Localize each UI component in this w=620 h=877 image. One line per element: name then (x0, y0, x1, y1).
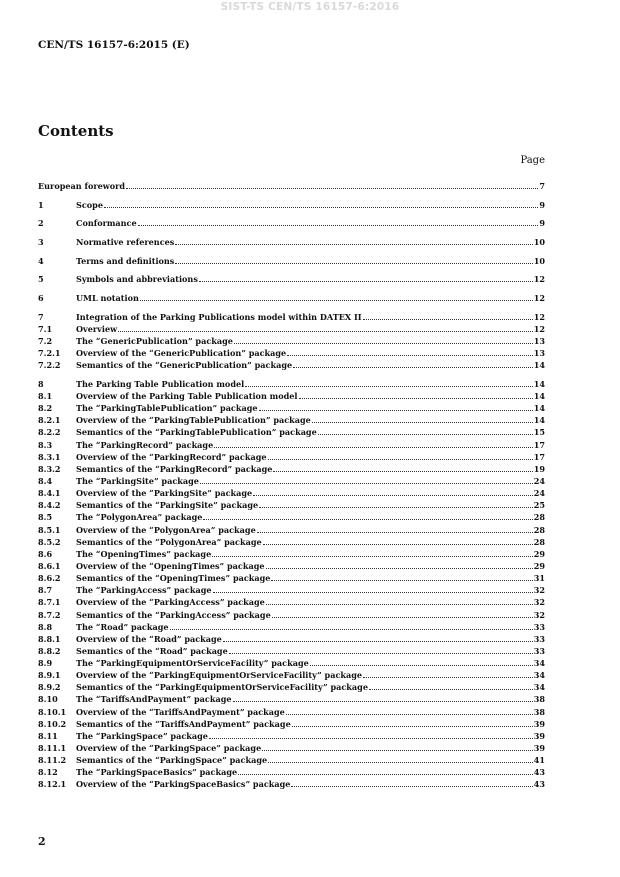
toc-dot-leader (138, 224, 539, 226)
toc-entry-number: 1 (38, 199, 44, 210)
toc-entry-title: Semantics of the “ParkingSpace” package (76, 755, 268, 766)
toc-entry-page: 25 (533, 500, 545, 511)
toc-entry[interactable] (38, 438, 545, 450)
toc-dot-leader (271, 579, 532, 581)
toc-entry-number: 8.9.1 (38, 670, 61, 681)
toc-entry[interactable] (38, 693, 545, 705)
toc-entry[interactable] (38, 596, 545, 608)
toc-entry-page: 32 (533, 585, 545, 596)
toc-entry-number: 8.8 (38, 621, 53, 632)
toc-entry[interactable] (38, 523, 545, 535)
toc-entry-title: The “ParkingEquipmentOrServiceFacility” package (76, 658, 309, 669)
toc-entry-page: 41 (533, 755, 545, 766)
toc-entry-number: 8.3.1 (38, 451, 61, 462)
toc-entry-number: 8.2 (38, 403, 53, 414)
toc-dot-leader (126, 187, 538, 189)
toc-dot-leader (299, 397, 533, 399)
toc-entry-number: 8.3 (38, 439, 53, 450)
toc-entry[interactable] (38, 402, 545, 414)
toc-entry-number: 8.10.2 (38, 718, 67, 729)
toc-entry-title: Overview of the “ParkingSite” package (76, 488, 253, 499)
toc-entry-title: Overview of the “OpeningTimes” package (76, 560, 265, 571)
toc-entry[interactable] (38, 669, 545, 681)
toc-entry-number: 8.6.1 (38, 560, 61, 571)
toc-entry-number: 5 (38, 274, 44, 285)
toc-entry-title: The “Road” package (76, 621, 169, 632)
watermark: SIST-TS CEN/TS 16157-6:2016 (220, 1, 400, 13)
toc-entry-number: 6 (38, 292, 44, 303)
toc-entry-page: 12 (533, 274, 545, 285)
toc-entry[interactable] (38, 335, 545, 347)
toc-dot-leader (266, 567, 533, 569)
toc-entry-number: 8.11.1 (38, 743, 67, 754)
toc-dot-leader (292, 725, 533, 727)
toc-entry-title: The “OpeningTimes” package (76, 548, 212, 559)
toc-entry-page: 17 (533, 439, 545, 450)
toc-entry-page: 43 (533, 767, 545, 778)
toc-entry-title: Overview of the “TariffsAndPayment” package (76, 706, 285, 717)
toc-dot-leader (199, 280, 533, 282)
toc-entry-number: 7 (38, 311, 44, 322)
toc-entry[interactable] (38, 778, 545, 790)
toc-dot-leader (266, 603, 533, 605)
toc-entry-number: 8.5 (38, 512, 53, 523)
toc-entry[interactable] (38, 608, 545, 620)
toc-entry-number: 3 (38, 237, 44, 248)
toc-entry-number: 8.5.1 (38, 524, 61, 535)
toc-entry-page: 43 (533, 779, 545, 790)
toc-dot-leader (175, 243, 532, 245)
toc-entry-number: 8.10.1 (38, 706, 67, 717)
toc-entry-title: Overview of the Parking Table Publication model (76, 390, 298, 401)
toc-dot-leader (229, 652, 533, 654)
toc-entry-title: Overview of the “Road” package (76, 633, 222, 644)
toc-entry[interactable] (38, 511, 545, 523)
toc-entry-number: 8.10 (38, 694, 58, 705)
toc-entry-page: 33 (533, 621, 545, 632)
toc-entry-page: 9 (539, 199, 545, 210)
toc-entry-page: 24 (533, 488, 545, 499)
toc-entry-page: 29 (533, 560, 545, 571)
toc-entry[interactable] (38, 273, 545, 285)
toc-dot-leader (253, 494, 533, 496)
toc-entry[interactable] (38, 572, 545, 584)
toc-entry-title: Terms and definitions (76, 255, 175, 266)
toc-entry-title: Overview of the “ParkingSpaceBasics” package (76, 779, 291, 790)
toc-dot-leader (203, 518, 532, 520)
toc-entry-page: 39 (533, 730, 545, 741)
toc-entry-title: Semantics of the “ParkingSite” package (76, 500, 259, 511)
toc-entry-page: 33 (533, 645, 545, 656)
toc-entry[interactable] (38, 359, 545, 371)
toc-entry-title: Semantics of the “OpeningTimes” package (76, 573, 271, 584)
toc-entry-title: Overview of the “GenericPublication” package (76, 348, 287, 359)
toc-entry-title: The Parking Table Publication model (76, 378, 245, 389)
toc-entry-number: 8.3.2 (38, 463, 61, 474)
toc-entry-page: 28 (533, 524, 545, 535)
toc-dot-leader (200, 482, 533, 484)
document-id: CEN/TS 16157-6:2015 (E) (38, 39, 190, 51)
toc-entry-page: 15 (533, 427, 545, 438)
toc-entry-page: 12 (533, 323, 545, 334)
toc-entry-page: 17 (533, 451, 545, 462)
toc-entry[interactable] (38, 499, 545, 511)
toc-entry-title: Semantics of the “ParkingTablePublication” package (76, 427, 317, 438)
toc-entry-title: Overview of the “ParkingEquipmentOrServiceFacility” package (76, 670, 363, 681)
toc-entry[interactable] (38, 657, 545, 669)
toc-dot-leader (363, 676, 533, 678)
toc-entry-page: 39 (533, 718, 545, 729)
toc-entry[interactable] (38, 236, 545, 248)
toc-entry-page: 38 (533, 694, 545, 705)
toc-entry-number: 8.4 (38, 475, 53, 486)
toc-entry[interactable] (38, 463, 545, 475)
toc-entry-page: 14 (533, 390, 545, 401)
toc-dot-leader (318, 433, 533, 435)
toc-dot-leader (310, 664, 533, 666)
toc-entry-title: Normative references (76, 237, 175, 248)
toc-entry[interactable] (38, 681, 545, 693)
toc-entry[interactable] (38, 645, 545, 657)
toc-dot-leader (268, 458, 533, 460)
toc-entry-page: 14 (533, 360, 545, 371)
toc-dot-leader (170, 628, 533, 630)
toc-entry-title: Integration of the Parking Publications model within DATEX II (76, 311, 362, 322)
toc-entry[interactable] (38, 199, 545, 211)
toc-dot-leader (213, 591, 533, 593)
toc-entry-page: 7 (539, 181, 545, 192)
toc-dot-leader (245, 385, 533, 387)
toc-dot-leader (286, 713, 533, 715)
toc-entry-title: The “GenericPublication” package (76, 335, 233, 346)
toc-entry-title: The “ParkingAccess” package (76, 585, 212, 596)
toc-entry-page: 28 (533, 536, 545, 547)
toc-entry-page: 34 (533, 670, 545, 681)
toc-entry-number: 8.11.2 (38, 755, 67, 766)
toc-entry[interactable] (38, 217, 545, 229)
toc-entry-number: 8.7.2 (38, 609, 61, 620)
toc-entry-page: 32 (533, 609, 545, 620)
toc-dot-leader (312, 421, 533, 423)
toc-entry-number: 4 (38, 255, 44, 266)
toc-dot-leader (369, 688, 533, 690)
toc-dot-leader (140, 299, 533, 301)
toc-entry-number: 8.11 (38, 730, 58, 741)
toc-entry-number: 2 (38, 218, 44, 229)
toc-entry-page: 12 (533, 311, 545, 322)
toc-entry-title: Overview of the “PolygonArea” package (76, 524, 256, 535)
toc-entry-page: 33 (533, 633, 545, 644)
toc-dot-leader (273, 470, 532, 472)
toc-dot-leader (262, 749, 533, 751)
toc-dot-leader (118, 330, 533, 332)
toc-entry-title: Overview of the “ParkingTablePublication” package (76, 415, 311, 426)
toc-dot-leader (291, 785, 532, 787)
toc-entry-page: 24 (533, 475, 545, 486)
toc-entry-title: Semantics of the “ParkingRecord” package (76, 463, 273, 474)
toc-entry-number: 8.6.2 (38, 573, 61, 584)
page-number: 2 (38, 835, 46, 848)
toc-entry-page: 34 (533, 658, 545, 669)
toc-entry-page: 39 (533, 743, 545, 754)
toc-entry[interactable] (38, 536, 545, 548)
toc-dot-leader (233, 700, 533, 702)
toc-entry-title: Semantics of the “TariffsAndPayment” package (76, 718, 291, 729)
toc-entry-number: 7.2 (38, 335, 53, 346)
page-column-label: Page (520, 155, 545, 166)
toc-entry-title: UML notation (76, 292, 139, 303)
toc-entry-page: 10 (533, 237, 545, 248)
toc-dot-leader (175, 262, 532, 264)
toc-entry-title: Symbols and abbreviations (76, 274, 198, 285)
toc-entry-page: 14 (533, 415, 545, 426)
toc-entry-title: The “ParkingTablePublication” package (76, 403, 258, 414)
toc-dot-leader (234, 342, 533, 344)
toc-dot-leader (363, 318, 533, 320)
toc-entry[interactable] (38, 426, 545, 438)
toc-entry[interactable] (38, 347, 545, 359)
toc-entry[interactable] (38, 766, 545, 778)
toc-entry-title: Semantics of the “ParkingEquipmentOrServiceFacility” package (76, 682, 368, 693)
toc-entry-number: 7.2.1 (38, 348, 61, 359)
toc-dot-leader (293, 366, 533, 368)
contents-title: Contents (38, 122, 114, 140)
toc-entry-title: Semantics of the “GenericPublication” package (76, 360, 293, 371)
toc-entry-number: 8 (38, 378, 44, 389)
toc-entry-title: The “ParkingRecord” package (76, 439, 214, 450)
toc-entry-number: 8.4.2 (38, 500, 61, 511)
toc-entry-number: 8.2.1 (38, 415, 61, 426)
toc-entry-title: Overview (76, 323, 118, 334)
toc-entry-page: 31 (533, 573, 545, 584)
toc-entry[interactable] (38, 742, 545, 754)
toc-entry[interactable] (38, 390, 545, 402)
toc-entry-page: 9 (539, 218, 545, 229)
toc-entry-page: 19 (533, 463, 545, 474)
toc-entry-number: 7.1 (38, 323, 53, 334)
toc-entry[interactable] (38, 310, 545, 322)
toc-entry-number: 8.6 (38, 548, 53, 559)
toc-entry[interactable] (38, 633, 545, 645)
table-of-contents (38, 180, 545, 790)
toc-entry-page: 32 (533, 597, 545, 608)
toc-entry-number: 8.5.2 (38, 536, 61, 547)
toc-entry[interactable] (38, 180, 545, 192)
toc-entry-page: 14 (533, 378, 545, 389)
toc-dot-leader (287, 354, 533, 356)
toc-entry-number: 8.8.1 (38, 633, 61, 644)
toc-entry-title: Semantics of the “PolygonArea” package (76, 536, 262, 547)
toc-dot-leader (214, 446, 533, 448)
toc-entry-title: The “ParkingSpace” package (76, 730, 208, 741)
toc-entry-title: Semantics of the “ParkingAccess” package (76, 609, 271, 620)
toc-entry-title: The “TariffsAndPayment” package (76, 694, 232, 705)
toc-entry-title: Overview of the “ParkingAccess” package (76, 597, 265, 608)
toc-entry-title: Overview of the “ParkingSpace” package (76, 743, 262, 754)
toc-entry[interactable] (38, 255, 545, 267)
toc-entry[interactable] (38, 718, 545, 730)
toc-entry-page: 38 (533, 706, 545, 717)
toc-dot-leader (238, 773, 533, 775)
toc-entry-title: Conformance (76, 218, 137, 229)
toc-entry-page: 14 (533, 403, 545, 414)
toc-entry[interactable] (38, 378, 545, 390)
toc-entry-number: 8.1 (38, 390, 53, 401)
toc-entry[interactable] (38, 451, 545, 463)
toc-entry[interactable] (38, 705, 545, 717)
toc-entry-number: 8.7.1 (38, 597, 61, 608)
toc-entry-title: The “ParkingSite” package (76, 475, 199, 486)
toc-entry-title: The “ParkingSpaceBasics” package (76, 767, 238, 778)
toc-entry-number: 8.7 (38, 585, 53, 596)
toc-entry-title: Scope (76, 199, 103, 210)
toc-entry-number: 8.9 (38, 658, 53, 669)
toc-entry-number: 8.9.2 (38, 682, 61, 693)
toc-entry[interactable] (38, 323, 545, 335)
toc-entry[interactable] (38, 292, 545, 304)
toc-entry-page: 13 (533, 335, 545, 346)
toc-entry-page: 10 (533, 255, 545, 266)
toc-entry[interactable] (38, 621, 545, 633)
toc-entry[interactable] (38, 584, 545, 596)
toc-dot-leader (263, 543, 533, 545)
toc-entry-number: 8.2.2 (38, 427, 61, 438)
toc-entry-page: 34 (533, 682, 545, 693)
toc-entry[interactable] (38, 414, 545, 426)
toc-entry-number: 7.2.2 (38, 360, 61, 371)
toc-entry-page: 13 (533, 348, 545, 359)
toc-entry-number: 8.12 (38, 767, 58, 778)
toc-entry[interactable] (38, 548, 545, 560)
toc-entry-page: 12 (533, 292, 545, 303)
toc-dot-leader (272, 616, 533, 618)
toc-dot-leader (257, 531, 533, 533)
toc-dot-leader (268, 761, 533, 763)
toc-entry-page: 28 (533, 512, 545, 523)
toc-dot-leader (104, 206, 538, 208)
toc-entry-title: Semantics of the “Road” package (76, 645, 228, 656)
toc-entry[interactable] (38, 475, 545, 487)
toc-entry-page: 29 (533, 548, 545, 559)
toc-entry-title: The “PolygonArea” package (76, 512, 203, 523)
toc-dot-leader (259, 506, 533, 508)
toc-entry-title: Overview of the “ParkingRecord” package (76, 451, 267, 462)
toc-entry-number: 8.4.1 (38, 488, 61, 499)
toc-dot-leader (223, 640, 533, 642)
toc-dot-leader (209, 737, 533, 739)
toc-entry[interactable] (38, 730, 545, 742)
toc-entry-number: 8.12.1 (38, 779, 67, 790)
toc-entry[interactable] (38, 560, 545, 572)
toc-entry-title: European foreword (38, 181, 126, 192)
toc-entry[interactable] (38, 487, 545, 499)
toc-dot-leader (259, 409, 533, 411)
toc-entry[interactable] (38, 754, 545, 766)
toc-entry-number: 8.8.2 (38, 645, 61, 656)
toc-dot-leader (212, 555, 533, 557)
